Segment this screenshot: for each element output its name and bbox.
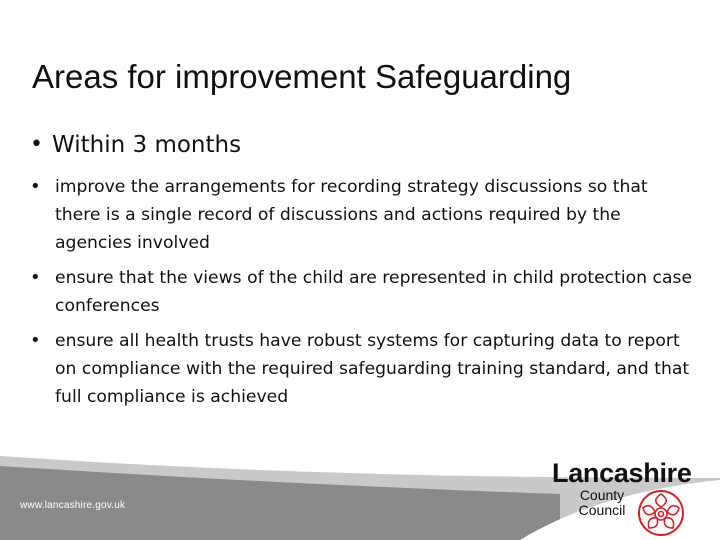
bullet-text: ensure all health trusts have robust systems for capturing data to report on compliance with the required safeguarding training standard, and that full compliance is achieved — [55, 331, 690, 407]
bullet-text: ensure that the views of the child are represented in child protection case conferences — [55, 268, 693, 316]
logo-main-text: Lancashire — [552, 458, 692, 488]
bullet-marker: • — [30, 330, 41, 351]
lancashire-logo — [548, 458, 708, 536]
subheading — [30, 130, 690, 160]
bullet-marker: • — [30, 132, 43, 157]
list-item — [30, 327, 696, 411]
bullet-list — [30, 173, 696, 418]
logo-sub-text — [570, 488, 634, 518]
slide-title: Areas for improvement Safeguarding — [32, 58, 572, 95]
website-url[interactable]: www.lancashire.gov.uk — [20, 500, 126, 511]
list-item — [30, 264, 696, 320]
logo-line-council: Council — [578, 502, 626, 518]
bullet-marker: • — [30, 267, 41, 288]
bullet-marker: • — [30, 176, 41, 197]
list-item — [30, 173, 696, 257]
bullet-text: improve the arrangements for recording strategy discussions so that there is a single record of discussions and actions required by the agencies involved — [55, 177, 648, 253]
subheading-text: Within 3 months — [52, 132, 242, 158]
red-rose-icon — [636, 488, 686, 538]
logo-line-county: County — [579, 487, 625, 503]
